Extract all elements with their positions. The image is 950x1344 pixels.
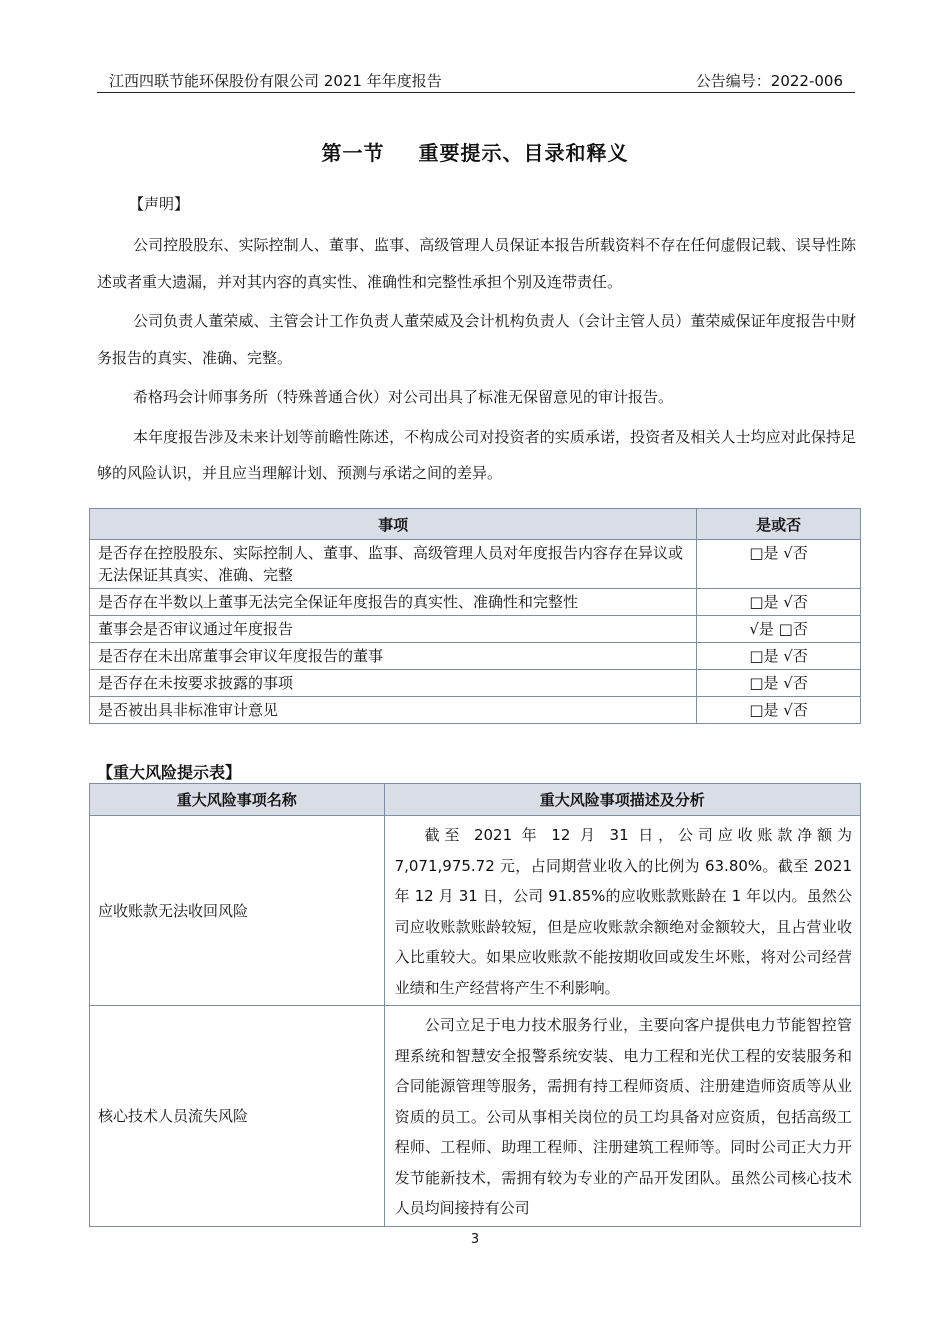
paragraph: 希格玛会计师事务所（特殊普通合伙）对公司出具了标准无保留意见的审计报告。 bbox=[133, 388, 674, 406]
declaration-label: 【声明】 bbox=[129, 195, 190, 213]
risk-desc-cell bbox=[384, 816, 860, 1006]
matters-table bbox=[89, 508, 861, 724]
table-row bbox=[90, 1006, 861, 1227]
risk-table bbox=[89, 783, 861, 1227]
matters-header-answer: 是或否 bbox=[697, 509, 861, 540]
section-title bbox=[0, 137, 950, 166]
table-header-row bbox=[90, 784, 861, 816]
table-row bbox=[90, 670, 861, 697]
table-row bbox=[90, 643, 861, 670]
page-header bbox=[97, 68, 855, 93]
matter-answer: □是 √否 bbox=[697, 643, 861, 670]
risk-desc: 公司立足于电力技术服务行业，主要向客户提供电力节能智控管理系统和智慧安全报警系统安装、电力工程和光伏工程的安装服务和合同能源管理等服务，需拥有持工程师资质、注册建造师资质等从业资质的员工。公司从事相关岗位的员工均具备对应资质，包括高级工程师、工程师、助理工程师、注册建筑工程师等。同时公司正大力开发节能新技术，需拥有较为专业的产品开发团队。虽然公司核心技术人员均间接持有公司 bbox=[394, 1016, 852, 1217]
matter-answer: √是 □否 bbox=[697, 616, 861, 643]
table-row bbox=[90, 616, 861, 643]
risk-header-desc: 重大风险事项描述及分析 bbox=[384, 784, 860, 816]
table-row bbox=[90, 540, 861, 589]
section-heading: 重要提示、目录和释义 bbox=[418, 141, 629, 165]
matter-item: 是否存在未按要求披露的事项 bbox=[90, 670, 697, 697]
table-row bbox=[90, 589, 861, 616]
header-report-title: 江西四联节能环保股份有限公司 2021 年年度报告 bbox=[109, 72, 442, 90]
matter-answer: □是 √否 bbox=[697, 697, 861, 724]
table-header-row bbox=[90, 509, 861, 540]
matter-answer: □是 √否 bbox=[697, 589, 861, 616]
risk-table-title: 【重大风险提示表】 bbox=[97, 763, 242, 782]
risk-desc-cell bbox=[384, 1006, 860, 1227]
matter-item: 是否存在控股股东、实际控制人、董事、监事、高级管理人员对年度报告内容存在异议或无法保证其真实、准确、完整 bbox=[90, 540, 697, 589]
matter-item: 董事会是否审议通过年度报告 bbox=[90, 616, 697, 643]
matter-answer: □是 √否 bbox=[697, 540, 861, 589]
matter-item: 是否被出具非标准审计意见 bbox=[90, 697, 697, 724]
risk-desc: 截至 2021 年 12 月 31 日，公司应收账款净额为 7,071,975.72 元，占同期营业收入的比例为 63.80%。截至 2021 年 12 月 31 日，公司 91.85%的应收账款账龄在 1 年以内。虽然公司应收账款账龄较短，但是应收账款余额绝对金额较大，且占营业收入比重较大。如果应收账款不能按期收回或发生坏账，将对公司经营业绩和生产经营将产生不利影响。 bbox=[394, 826, 852, 997]
risk-name: 应收账款无法收回风险 bbox=[90, 816, 385, 1006]
matter-answer: □是 √否 bbox=[697, 670, 861, 697]
matters-header-item: 事项 bbox=[90, 509, 697, 540]
header-announcement-number: 公告编号：2022-006 bbox=[695, 72, 843, 90]
risk-header-name: 重大风险事项名称 bbox=[90, 784, 385, 816]
matter-item: 是否存在半数以上董事无法完全保证年度报告的真实性、准确性和完整性 bbox=[90, 589, 697, 616]
risk-name: 核心技术人员流失风险 bbox=[90, 1006, 385, 1227]
matter-item: 是否存在未出席董事会审议年度报告的董事 bbox=[90, 643, 697, 670]
section-number: 第一节 bbox=[321, 141, 385, 165]
page-number: 3 bbox=[470, 1232, 480, 1247]
table-row bbox=[90, 697, 861, 724]
paragraph: 公司负责人董荣威、主管会计工作负责人董荣威及会计机构负责人（会计主管人员）董荣威保证年度报告中财务报告的真实、准确、完整。 bbox=[97, 312, 856, 367]
declaration-paragraphs bbox=[97, 227, 856, 495]
paragraph: 本年度报告涉及未来计划等前瞻性陈述，不构成公司对投资者的实质承诺，投资者及相关人士均应对此保持足够的风险认识，并且应当理解计划、预测与承诺之间的差异。 bbox=[97, 427, 856, 482]
table-row bbox=[90, 816, 861, 1006]
paragraph: 公司控股股东、实际控制人、董事、监事、高级管理人员保证本报告所载资料不存在任何虚假记载、误导性陈述或者重大遗漏，并对其内容的真实性、准确性和完整性承担个别及连带责任。 bbox=[97, 236, 856, 291]
